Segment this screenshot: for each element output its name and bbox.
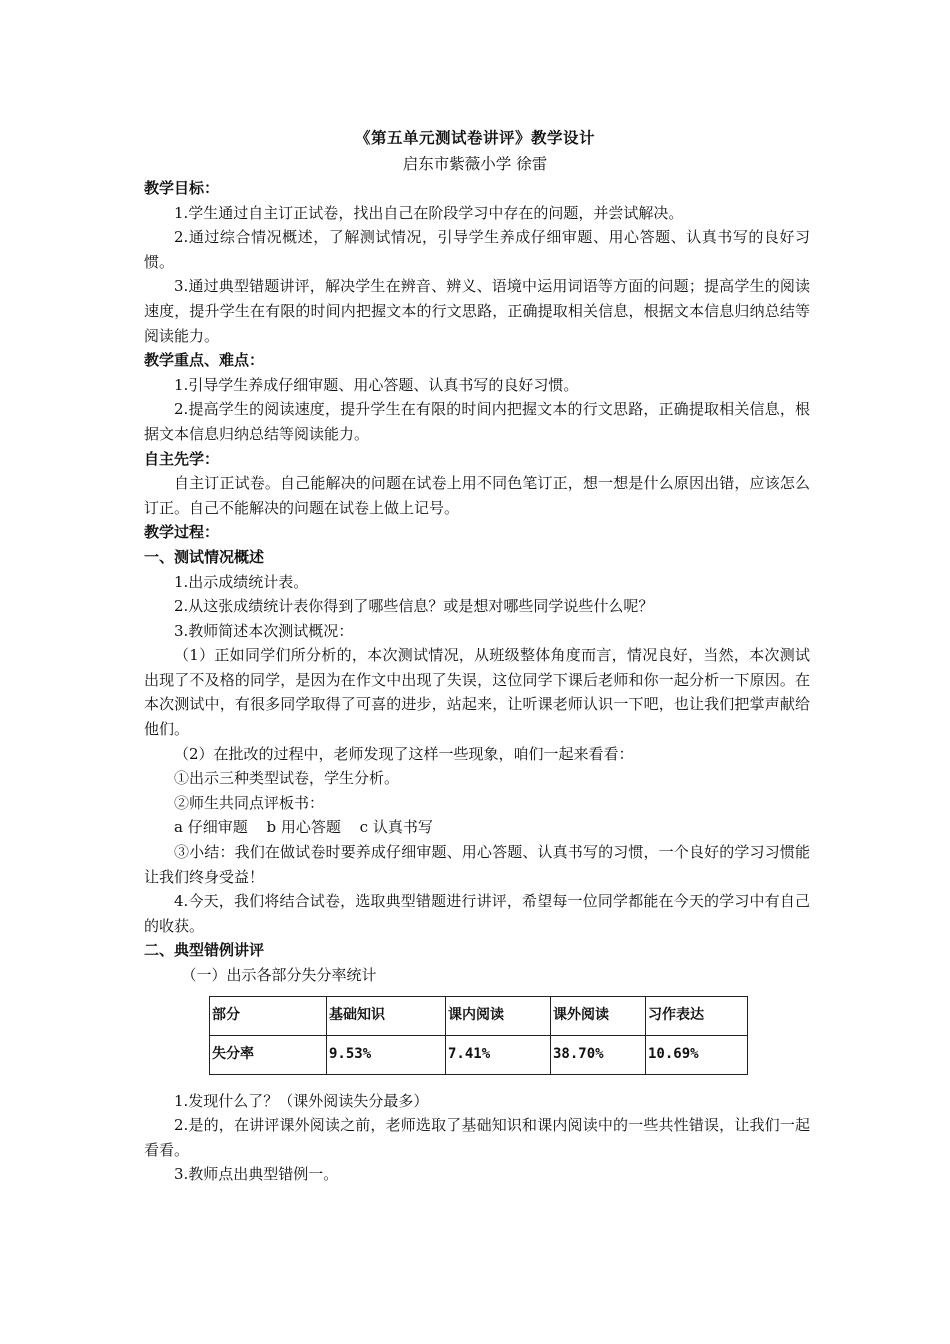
- board-item: a 仔细审题: [174, 818, 248, 837]
- table-cell: 10.69%: [646, 1035, 748, 1074]
- section-one-item: 1.出示成绩统计表。: [174, 572, 309, 591]
- document-title: 《第五单元测试卷讲评》教学设计: [354, 128, 595, 147]
- section-two-item: 1.发现什么了？（课外阅读失分最多）: [174, 1091, 429, 1110]
- section-one-summary: ③小结：我们在做试卷时要养成仔细审题、用心答题、认真书写的习惯，一个良好的学习习惯能让我们终身受益！: [144, 843, 810, 886]
- document-body: [144, 176, 810, 1187]
- self-study-heading: 自主先学：: [144, 449, 220, 468]
- table-header-cell: 课内阅读: [446, 996, 551, 1035]
- section-two-heading: 二、典型错例讲评: [144, 941, 265, 960]
- section-one-item: 2.从这张成绩统计表你得到了哪些信息？或是想对哪些同学说些什么呢？: [174, 597, 654, 616]
- section-two-item: 2.是的，在讲评课外阅读之前，老师选取了基础知识和课内阅读中的一些共性错误，让我们一起看看。: [144, 1116, 810, 1159]
- self-study-text: 自主订正试卷。自己能解决的问题在试卷上用不同色笔订正，想一想是什么原因出错，应该怎么订正。自己不能解决的问题在试卷上做上记号。: [144, 474, 810, 517]
- section-one-item: （1）正如同学们所分析的，本次测试情况，从班级整体角度而言，情况良好，当然，本次测试出现了不及格的同学，是因为在作文中出现了失误，这位同学下课后老师和你一起分析一下原因。在本次测试中，有很多同学取得了可喜的进步，站起来，让听课老师认识一下吧，也让我们把掌声献给他们。: [144, 646, 810, 739]
- goal-item: 1.学生通过自主订正试卷，找出自己在阶段学习中存在的问题，并尝试解决。: [174, 203, 684, 222]
- table-cell: 9.53%: [327, 1035, 446, 1074]
- table-row: [210, 1035, 748, 1074]
- section-one-item: ①出示三种类型试卷，学生分析。: [174, 769, 400, 788]
- table-cell: 38.70%: [551, 1035, 646, 1074]
- loss-rate-table-wrap: [209, 996, 810, 1075]
- process-heading: 教学过程：: [144, 523, 220, 542]
- section-one-item: （2）在批改的过程中，老师发现了这样一些现象，咱们一起来看看：: [174, 744, 634, 763]
- section-one-item: 3.教师简述本次测试概况：: [174, 621, 354, 640]
- table-header-cell: 部分: [210, 996, 327, 1035]
- loss-rate-table: [209, 996, 748, 1075]
- key-points-heading: 教学重点、难点：: [144, 351, 265, 370]
- key-point-item: 1.引导学生养成仔细审题、用心答题、认真书写的良好习惯。: [174, 375, 579, 394]
- document-author: 启东市紫薇小学 徐雷: [402, 155, 548, 173]
- section-one-heading: 一、测试情况概述: [144, 547, 265, 566]
- goal-item: 2.通过综合情况概述，了解测试情况，引导学生养成仔细审题、用心答题、认真书写的良好习惯。: [144, 228, 810, 271]
- table-cell: 失分率: [210, 1035, 327, 1074]
- section-one-item: 4.今天，我们将结合试卷，选取典型错题进行讲评，希望每一位同学都能在今天的学习中有自己的收获。: [144, 892, 810, 935]
- table-caption: （一）出示各部分失分率统计: [181, 966, 377, 984]
- board-items: [144, 815, 810, 840]
- section-one-item: ②师生共同点评板书：: [174, 793, 325, 812]
- section-two-item: 3.教师点出典型错例一。: [174, 1165, 339, 1184]
- board-item: c 认真书写: [359, 818, 433, 837]
- key-point-item: 2.提高学生的阅读速度，提升学生在有限的时间内把握文本的行文思路，正确提取相关信息，根据文本信息归纳总结等阅读能力。: [144, 400, 810, 443]
- table-header-cell: 课外阅读: [551, 996, 646, 1035]
- table-header-cell: 习作表达: [646, 996, 748, 1035]
- goal-item: 3.通过典型错题讲评，解决学生在辨音、辨义、语境中运用词语等方面的问题；提高学生的阅读速度，提升学生在有限的时间内把握文本的行文思路，正确提取相关信息，根据文本信息归纳总结等阅读能力。: [144, 277, 810, 345]
- goals-heading: 教学目标：: [144, 179, 220, 197]
- table-header-cell: 基础知识: [327, 996, 446, 1035]
- table-header-row: [210, 996, 748, 1035]
- board-item: b 用心答题: [266, 818, 341, 837]
- table-cell: 7.41%: [446, 1035, 551, 1074]
